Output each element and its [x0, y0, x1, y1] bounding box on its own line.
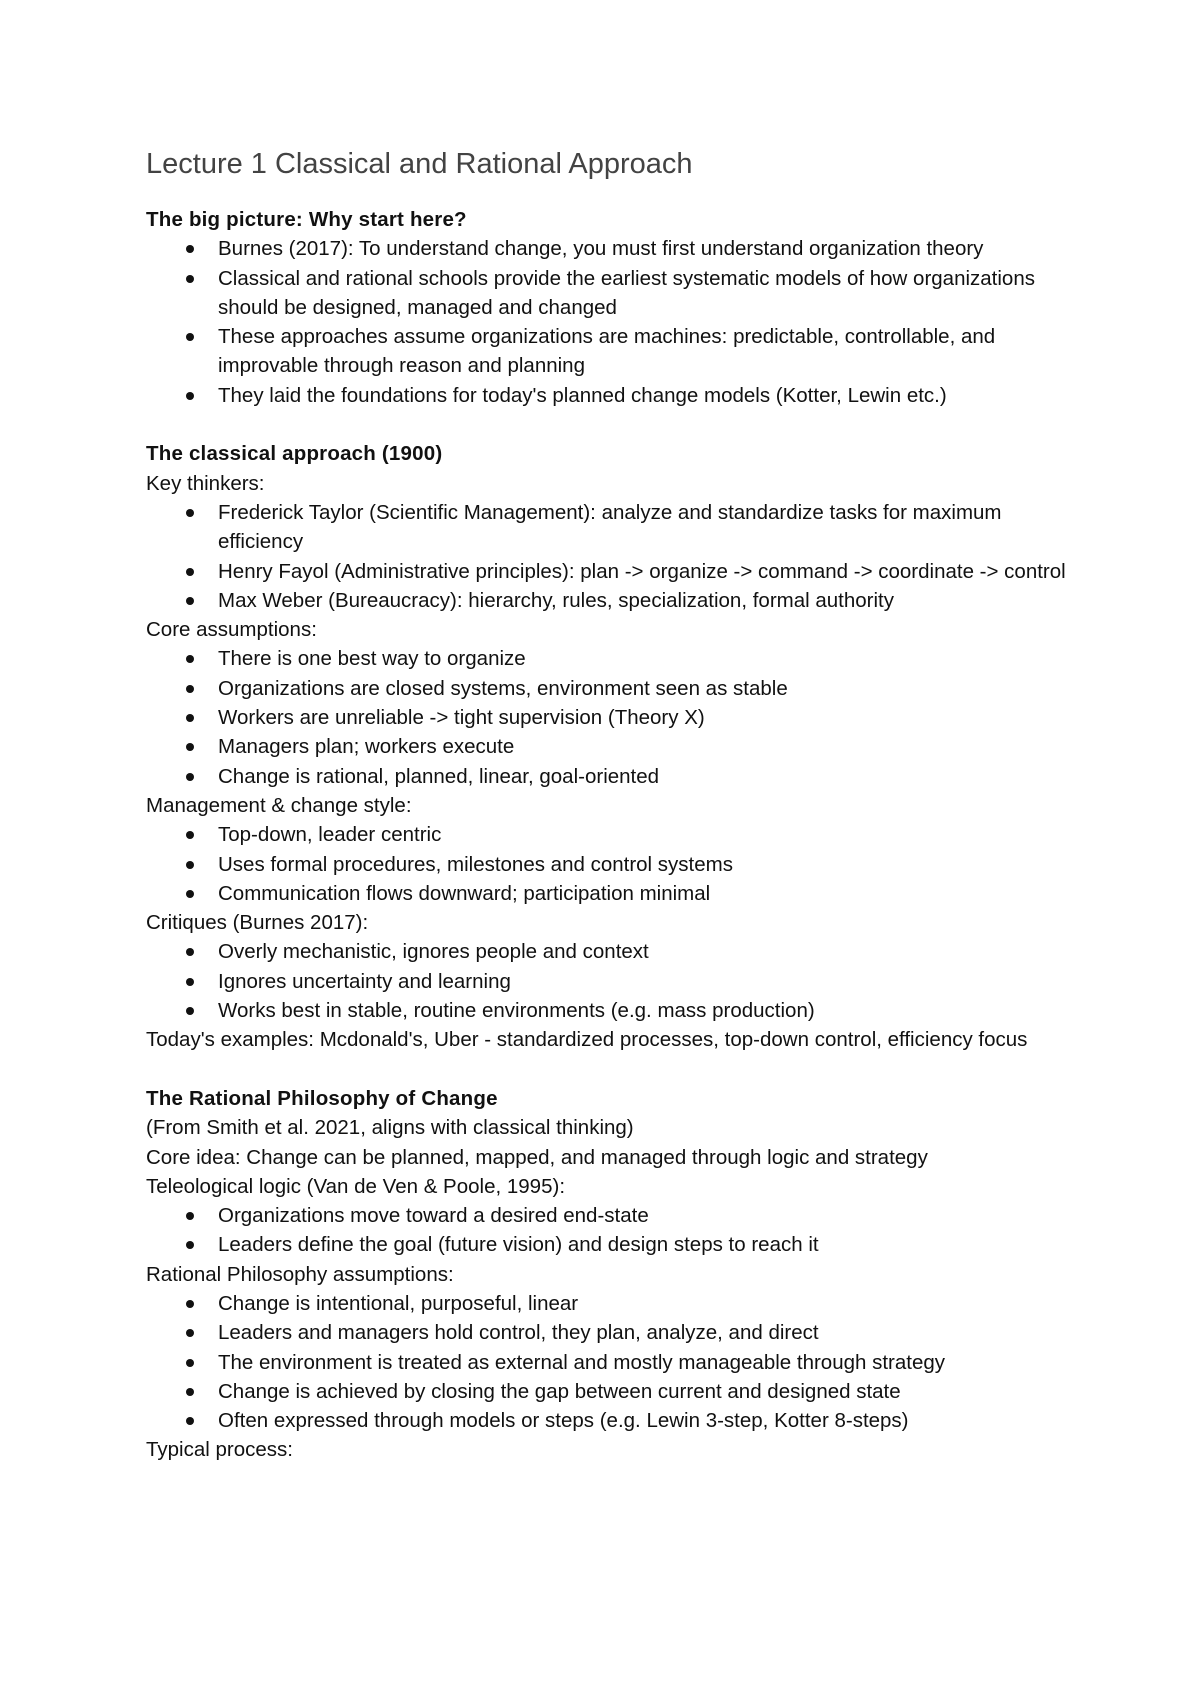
list-item-text: Organizations move toward a desired end-state — [218, 1204, 649, 1228]
list-item — [146, 322, 1086, 381]
bullet-dot-icon — [186, 714, 194, 722]
paragraph: Typical process: — [146, 1438, 293, 1462]
bullet-dot-icon — [186, 1212, 194, 1220]
bullet-dot-icon — [186, 1359, 194, 1367]
bullet-dot-icon — [186, 333, 194, 341]
list-item — [146, 264, 1086, 323]
bullet-dot-icon — [186, 597, 194, 605]
section — [146, 1084, 1086, 1465]
list-item — [146, 381, 1086, 410]
list-item — [146, 937, 1086, 966]
list-item-text: Often expressed through models or steps (e.g. Lewin 3-step, Kotter 8-steps) — [218, 1409, 909, 1433]
list-item-text: Classical and rational schools provide the earliest systematic models of how organizations should be designed, managed and changed — [218, 266, 1035, 319]
paragraph: Key thinkers: — [146, 471, 265, 495]
bullet-dot-icon — [186, 831, 194, 839]
bullet-dot-icon — [186, 1300, 194, 1308]
bullet-dot-icon — [186, 743, 194, 751]
list-item — [146, 1406, 1086, 1435]
bullet-list — [146, 498, 1086, 615]
list-item-text: They laid the foundations for today's planned change models (Kotter, Lewin etc.) — [218, 383, 947, 407]
list-item-text: Leaders define the goal (future vision) and design steps to reach it — [218, 1233, 819, 1257]
list-item — [146, 674, 1086, 703]
paragraph: Today's examples: Mcdonald's, Uber - standardized processes, top-down control, efficiency focus — [146, 1028, 1028, 1052]
section — [146, 439, 1086, 1054]
section-heading: The Rational Philosophy of Change — [146, 1086, 498, 1110]
paragraph: Core idea: Change can be planned, mapped, and managed through logic and strategy — [146, 1145, 928, 1169]
list-item-text: Workers are unreliable -> tight supervision (Theory X) — [218, 706, 705, 730]
bullet-dot-icon — [186, 655, 194, 663]
section-heading: The big picture: Why start here? — [146, 208, 467, 231]
list-item-text: Frederick Taylor (Scientific Management): analyze and standardize tasks for maximum efficiency — [218, 500, 1002, 554]
list-item-text: Leaders and managers hold control, they plan, analyze, and direct — [218, 1321, 819, 1345]
list-item — [146, 820, 1086, 849]
list-item-text: These approaches assume organizations are machines: predictable, controllable, and improvable through reason and planning — [218, 325, 996, 378]
list-item — [146, 967, 1086, 996]
list-item — [146, 762, 1086, 791]
list-item — [146, 557, 1086, 586]
list-item-text: Change is rational, planned, linear, goal-oriented — [218, 764, 660, 788]
list-item — [146, 644, 1086, 673]
list-item-text: Max Weber (Bureaucracy): hierarchy, rules, specialization, formal authority — [218, 588, 894, 612]
list-item — [146, 879, 1086, 908]
section-spacer — [146, 1055, 1086, 1084]
bullet-dot-icon — [186, 890, 194, 898]
bullet-dot-icon — [186, 1241, 194, 1249]
bullet-dot-icon — [186, 392, 194, 400]
list-item-text: Overly mechanistic, ignores people and context — [218, 940, 649, 964]
list-item — [146, 996, 1086, 1025]
list-item-text: The environment is treated as external and mostly manageable through strategy — [218, 1350, 946, 1374]
list-item-text: There is one best way to organize — [218, 647, 526, 671]
paragraph: Critiques (Burnes 2017): — [146, 911, 369, 935]
bullet-list — [146, 1201, 1086, 1260]
list-item — [146, 850, 1086, 879]
document-body — [146, 144, 1086, 1465]
list-item-text: Managers plan; workers execute — [218, 735, 515, 759]
bullet-dot-icon — [186, 978, 194, 986]
bullet-dot-icon — [186, 245, 194, 253]
paragraph: Teleological logic (Van de Ven & Poole, 1995): — [146, 1174, 566, 1198]
list-item-text: Ignores uncertainty and learning — [218, 969, 511, 993]
bullet-dot-icon — [186, 685, 194, 693]
bullet-list — [146, 820, 1086, 908]
bullet-dot-icon — [186, 861, 194, 869]
bullet-dot-icon — [186, 948, 194, 956]
paragraph: (From Smith et al. 2021, aligns with classical thinking) — [146, 1116, 634, 1140]
list-item-text: Burnes (2017): To understand change, you must first understand organization theory — [218, 237, 984, 261]
list-item-text: Top-down, leader centric — [218, 823, 442, 847]
bullet-dot-icon — [186, 1417, 194, 1425]
paragraph: Management & change style: — [146, 793, 412, 817]
list-item-text: Change is achieved by closing the gap between current and designed state — [218, 1379, 901, 1403]
bullet-list — [146, 234, 1086, 410]
bullet-dot-icon — [186, 1007, 194, 1015]
list-item-text: Organizations are closed systems, environment seen as stable — [218, 676, 788, 700]
list-item — [146, 1201, 1086, 1230]
list-item — [146, 1289, 1086, 1318]
bullet-dot-icon — [186, 568, 194, 576]
list-item — [146, 234, 1086, 263]
bullet-list — [146, 1289, 1086, 1435]
list-item — [146, 703, 1086, 732]
list-item — [146, 1348, 1086, 1377]
paragraph: Core assumptions: — [146, 618, 317, 642]
list-item — [146, 1377, 1086, 1406]
bullet-dot-icon — [186, 509, 194, 517]
bullet-dot-icon — [186, 1388, 194, 1396]
section-spacer — [146, 410, 1086, 439]
list-item-text: Uses formal procedures, milestones and control systems — [218, 852, 733, 876]
bullet-dot-icon — [186, 275, 194, 283]
bullet-list — [146, 644, 1086, 790]
list-item — [146, 498, 1086, 557]
list-item-text: Works best in stable, routine environments (e.g. mass production) — [218, 999, 815, 1023]
bullet-dot-icon — [186, 1329, 194, 1337]
list-item-text: Henry Fayol (Administrative principles): plan -> organize -> command -> coordinate -> control — [218, 559, 1066, 583]
list-item — [146, 1318, 1086, 1347]
list-item — [146, 586, 1086, 615]
bullet-dot-icon — [186, 773, 194, 781]
bullet-list — [146, 937, 1086, 1025]
page-title: Lecture 1 Classical and Rational Approach — [146, 148, 693, 180]
list-item-text: Communication flows downward; participation minimal — [218, 881, 711, 905]
section — [146, 205, 1086, 410]
list-item — [146, 732, 1086, 761]
list-item-text: Change is intentional, purposeful, linear — [218, 1291, 579, 1315]
section-heading: The classical approach (1900) — [146, 442, 443, 466]
list-item — [146, 1230, 1086, 1259]
paragraph: Rational Philosophy assumptions: — [146, 1262, 454, 1286]
